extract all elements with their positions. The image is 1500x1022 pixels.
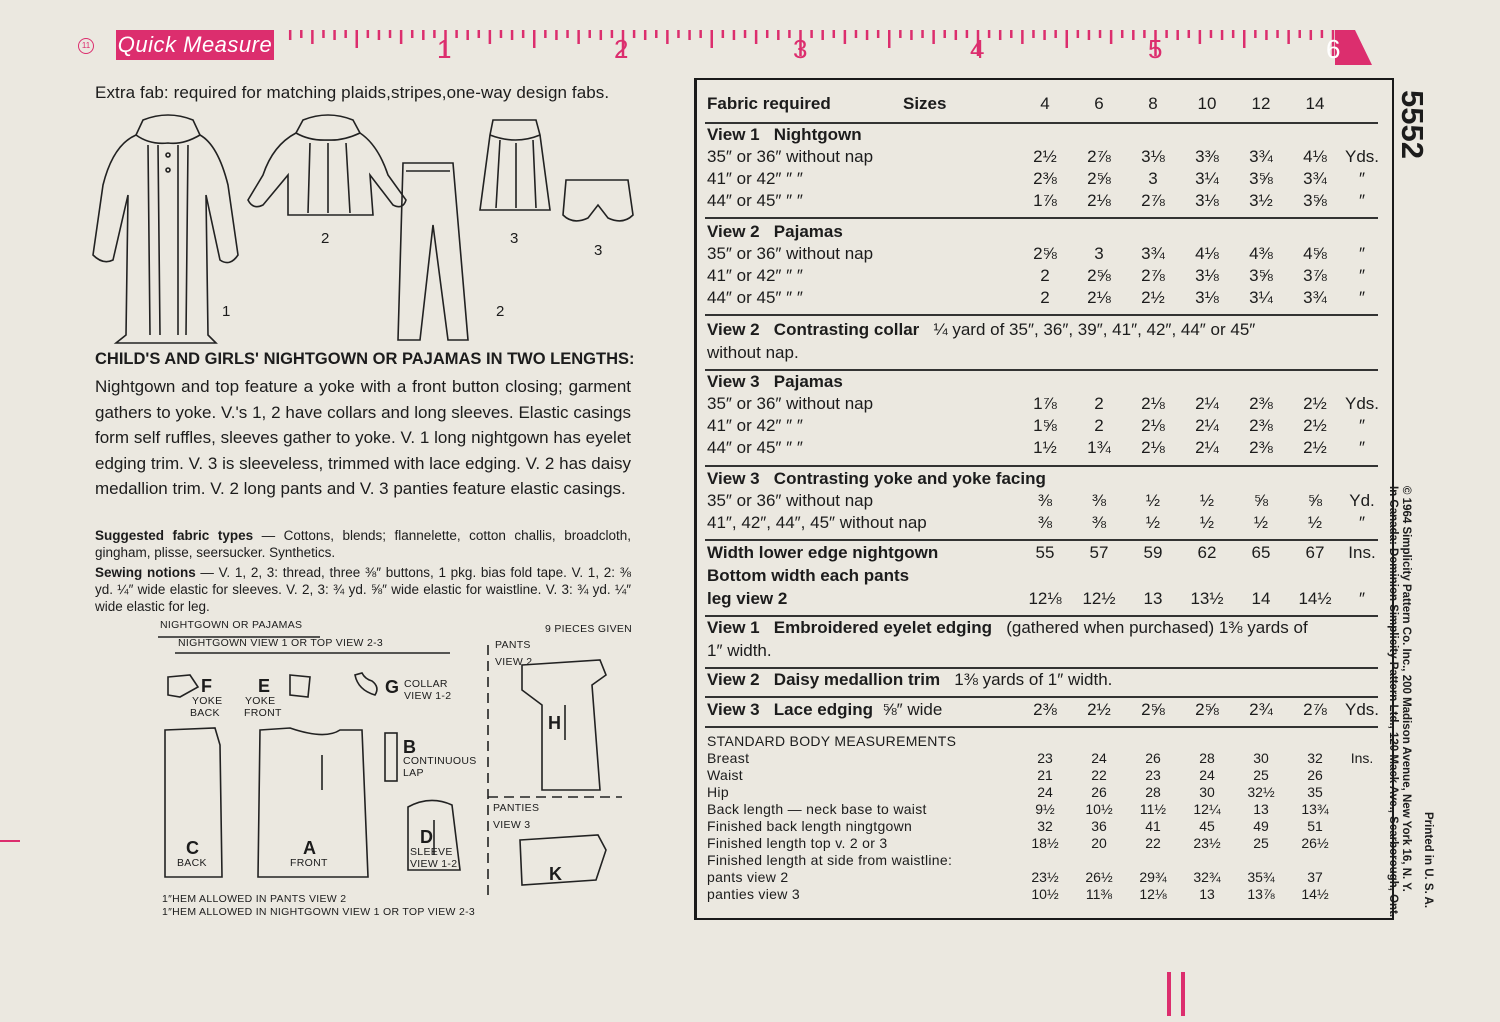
piece-e-letter: E [258,676,271,696]
measurement-value: 12⅛ [1139,886,1167,902]
measurement-value: 22 [1091,767,1107,783]
table-cell: 2½ [1303,394,1327,413]
piece-e-name: YOKE [245,695,276,707]
sewing-notions [95,564,631,615]
measurement-value: 26 [1091,784,1107,800]
measurement-value: 9½ [1035,801,1055,817]
piece-b-letter: B [403,737,416,757]
table-cell: 57 [1089,543,1109,562]
eyelet-row: View 1 Embroidered eyelet edging (gathered when purchased) 1⅜ yards of [707,618,1308,637]
measurement-value: 37 [1307,869,1323,885]
table-cell: 4⅛ [1195,244,1219,263]
table-divider [705,122,1378,124]
fabric-row-label: 35″ or 36″ without nap [707,394,874,413]
measurement-label: Back length — neck base to waist [707,801,927,817]
ruler-number: 6 [1326,34,1341,64]
bottom-width-label: Bottom width each pants [707,566,910,585]
fabric-row-label: 41″ or 42″ ″ ″ [707,169,803,188]
measurement-value: 30 [1199,784,1215,800]
measurement-value: 10½ [1031,886,1059,902]
table-cell: 3¾ [1249,147,1273,166]
measurement-label: Finished length at side from waistline: [707,852,953,868]
table-cell: 3⅛ [1141,147,1165,166]
table-cell: 12½ [1082,589,1116,608]
measurement-value: 13¾ [1301,801,1329,817]
measurement-value: 35 [1307,784,1323,800]
pants-label: PANTS [495,639,531,651]
pink-registration-mark [1167,972,1171,1016]
fabric-row-label: 35″ or 36″ without nap [707,244,874,263]
size-header: 14 [1305,94,1325,113]
size-header: 8 [1148,94,1158,113]
section-title: View 1 Nightgown [707,125,862,144]
measurement-value: 26½ [1085,869,1113,885]
measurement-value: 28 [1199,750,1215,766]
table-divider [705,726,1378,728]
table-cell: 2½ [1141,288,1165,307]
table-cell: 3⅝ [1303,191,1327,210]
extra-fabric-note: Extra fab: required for matching plaids,stripes,one-way design fabs. [95,83,610,102]
table-cell: 1⅞ [1033,191,1057,210]
table-cell: 3⅜ [1195,147,1219,166]
table-cell: ⅝ [1307,491,1323,510]
canada-line: In Canada: Dominion Simplicity Pattern Ltd., 120 Mack Ave., Scarborough, Ont. [1387,486,1399,918]
garment-illustrations [88,105,648,350]
size-header: 10 [1197,94,1217,113]
measurement-value: 35¾ [1247,869,1275,885]
table-cell: 3½ [1249,191,1273,210]
measurement-label: Waist [707,767,743,783]
table-cell: 13 [1143,589,1163,608]
table-cell: 2½ [1033,147,1057,166]
table-unit: Yds. [1344,700,1380,719]
measurement-value: 25 [1253,767,1269,783]
table-unit: ″ [1358,169,1366,188]
piece-a-name: FRONT [290,857,328,869]
pattern-pieces-diagram [150,615,640,905]
measurement-value: 12¼ [1193,801,1221,817]
lace-row: View 3 Lace edging ⅝″ wide [707,700,943,719]
size-header: 6 [1094,94,1104,113]
table-cell: 2⅝ [1033,244,1057,263]
table-divider [705,667,1378,669]
piece-d-letter: D [420,827,433,847]
table-cell: 2 [1040,266,1050,285]
measurement-value: 32¾ [1193,869,1221,885]
piece-a-letter: A [303,838,316,858]
measurement-value: 23½ [1193,835,1221,851]
pants-view: VIEW 2 [495,656,533,668]
table-cell: ½ [1199,513,1215,532]
measurement-value: 51 [1307,818,1323,834]
table-cell: 3⅝ [1249,169,1273,188]
table-cell: 4⅝ [1303,244,1327,263]
measurement-value: 20 [1091,835,1107,851]
pattern-number-box [1388,90,1428,185]
bottom-width-label: leg view 2 [707,589,788,608]
pieces-header-2: NIGHTGOWN VIEW 1 OR TOP VIEW 2-3 [178,637,384,649]
table-cell: 2¼ [1195,438,1219,457]
size-header: 4 [1040,94,1050,113]
fabric-row-label: 41″ or 42″ ″ ″ [707,416,803,435]
ruler-number: 5 [1148,34,1163,64]
printed-in-usa: Printed in U. S. A. [1422,812,1434,909]
table-cell: 12⅛ [1028,589,1062,608]
table-header-sizes: Sizes [903,94,947,113]
table-divider [705,539,1378,541]
table-divider [705,696,1378,698]
table-cell: 2 [1040,288,1050,307]
measurement-value: 30 [1253,750,1269,766]
table-cell: 2⅜ [1249,438,1273,457]
piece-b-name: LAP [403,767,424,779]
figure-number: 2 [321,230,330,247]
table-unit: ″ [1358,416,1366,435]
fabric-row-label: 41″, 42″, 44″, 45″ without nap [707,513,927,532]
figure-number: 3 [510,230,519,247]
table-cell: 1⅝ [1033,416,1057,435]
figure-number: 3 [594,242,603,259]
table-unit: ″ [1358,288,1366,307]
measurement-label: Finished back length ningtgown [707,818,913,834]
table-cell: 4⅜ [1249,244,1273,263]
table-cell: 3⅞ [1303,266,1327,285]
table-cell: 3¾ [1141,244,1165,263]
table-cell: ½ [1145,513,1161,532]
table-cell: 2⅞ [1087,147,1111,166]
table-cell: 3 [1148,169,1158,188]
eyelet-row-cont: 1″ width. [707,641,772,660]
table-cell: 1¾ [1087,438,1111,457]
pink-registration-mark [1181,972,1185,1016]
fabric-row-label: 41″ or 42″ ″ ″ [707,266,803,285]
table-cell: 3¼ [1195,169,1219,188]
measurement-value: 28 [1145,784,1161,800]
quick-measure-ruler [0,0,1500,80]
measurement-value: 18½ [1031,835,1059,851]
measurement-label: Hip [707,784,729,800]
table-unit: ″ [1358,244,1366,263]
table-cell: 2⅜ [1249,394,1273,413]
table-cell: 2⅛ [1141,416,1165,435]
table-cell: 3¾ [1303,288,1327,307]
table-cell: 3¾ [1303,169,1327,188]
table-unit: Ins. [1348,543,1376,562]
measurement-value: 32½ [1247,784,1275,800]
measurement-value: 23 [1145,767,1161,783]
table-cell: ⅜ [1091,491,1107,510]
measurement-value: 24 [1037,784,1053,800]
table-cell: 2⅜ [1033,700,1057,719]
panties-view: VIEW 3 [493,819,531,831]
table-cell: 3⅝ [1249,266,1273,285]
table-unit: ″ [1358,266,1366,285]
table-cell: ⅜ [1091,513,1107,532]
table-cell: 2¼ [1195,416,1219,435]
table-cell: 59 [1143,543,1163,562]
measurement-value: 26½ [1301,835,1329,851]
measurement-value: 32 [1037,818,1053,834]
table-cell: 2¼ [1195,394,1219,413]
fabric-row-label: 35″ or 36″ without nap [707,147,874,166]
table-header-label: Fabric required [707,94,831,113]
table-cell: ½ [1307,513,1323,532]
measurement-value: 41 [1145,818,1161,834]
hem-note-nightgown: 1″HEM ALLOWED IN NIGHTGOWN VIEW 1 OR TOP VIEW 2-3 [162,906,476,918]
table-cell: 2⅛ [1087,288,1111,307]
piece-c-name: BACK [177,857,207,869]
measurement-value: 13 [1199,886,1215,902]
piece-f-name: YOKE [192,695,223,707]
measurement-value: 10½ [1085,801,1113,817]
piece-f-letter: F [201,676,212,696]
table-cell: 3⅛ [1195,191,1219,210]
fabric-types-text: — Cottons, blends; flannelette, cotton challis, broadcloth, gingham, plisse, seersucker. Synthetics. [95,528,632,560]
table-cell: ⅜ [1037,513,1053,532]
pieces-given: 9 PIECES GIVEN [545,623,633,635]
table-cell: 2¾ [1249,700,1273,719]
table-cell: ⅜ [1037,491,1053,510]
description-body: Nightgown and top feature a yoke with a front button closing; garment gathers to yoke. V.'s 1, 2 have collars and long sleeves. Elastic casings form self ruffles, sleeves gather to yoke. V. 1 long nightgown has eyelet edging trim. V. 3 is sleeveless, trimmed with lace edging. V. 2 has daisy medallion trim. V. 2 long pants and V. 3 panties feature elastic casings. [95,377,631,498]
table-divider [705,314,1378,316]
table-cell: 14½ [1298,589,1332,608]
collar-row-cont: without nap. [707,343,799,362]
ruler-number: 1 [437,34,452,64]
fabric-row-label: 44″ or 45″ ″ ″ [707,191,803,210]
figure-number: 1 [222,303,231,320]
piece-g-name: VIEW 1-2 [404,690,452,702]
measurement-value: 23 [1037,750,1053,766]
measurement-value: 26 [1307,767,1323,783]
size-header: 12 [1251,94,1271,113]
table-cell: 13½ [1190,589,1224,608]
measurement-value: 26 [1145,750,1161,766]
table-cell: 2 [1094,394,1104,413]
table-cell: 2½ [1303,438,1327,457]
collar-row: View 2 Contrasting collar ¼ yard of 35″, 36″, 39″, 41″, 42″, 44″ or 45″ [707,320,1256,339]
table-cell: 2⅝ [1087,169,1111,188]
section-title: View 3 Pajamas [707,372,843,391]
table-cell: 1½ [1033,438,1057,457]
table-cell: 2⅞ [1141,266,1165,285]
table-cell: 2⅞ [1303,700,1327,719]
fabric-row-label: 44″ or 45″ ″ ″ [707,438,803,457]
ruler-number: 3 [793,34,808,64]
pink-edge-mark [0,840,20,842]
table-divider [705,217,1378,219]
fabric-row-label: 44″ or 45″ ″ ″ [707,288,803,307]
measurement-value: 32 [1307,750,1323,766]
piece-h-letter: H [548,713,561,733]
piece-d-name: SLEEVE [410,846,453,858]
ruler-circle-mark: 11 [78,38,94,54]
table-unit: Yd. [1349,491,1375,510]
table-cell: 2⅝ [1141,700,1165,719]
measurement-label: pants view 2 [707,869,789,885]
fabric-row-label: 35″ or 36″ without nap [707,491,874,510]
measurement-value: 24 [1199,767,1215,783]
piece-d-name: VIEW 1-2 [410,858,458,870]
measurement-value: 14½ [1301,886,1329,902]
table-cell: 2⅛ [1141,438,1165,457]
fabric-requirements-table [694,78,1394,920]
piece-f-name: BACK [190,707,220,719]
table-cell: 2⅛ [1087,191,1111,210]
measurement-value: 13⅞ [1247,886,1275,902]
table-cell: 2⅞ [1141,191,1165,210]
table-cell: 3 [1094,244,1104,263]
copyright-line: © 1964 Simplicity Pattern Co. Inc., 200 Madison Avenue, New York 16, N. Y. [1400,486,1412,892]
table-cell: 2⅝ [1087,266,1111,285]
section-title: View 2 Pajamas [707,222,843,241]
table-unit: ″ [1358,191,1366,210]
table-cell: 3¼ [1249,288,1273,307]
table-cell: 2½ [1303,416,1327,435]
table-cell: 65 [1251,543,1271,562]
piece-g-letter: G [385,677,400,697]
measurement-label: panties view 3 [707,886,800,902]
measurement-value: 45 [1199,818,1215,834]
measurement-value: 11⅜ [1085,886,1113,902]
measurement-value: 22 [1145,835,1161,851]
measurement-value: 25 [1253,835,1269,851]
table-cell: ½ [1253,513,1269,532]
section-title: View 3 Contrasting yoke and yoke facing [707,469,1046,488]
piece-g-name: COLLAR [404,678,448,690]
description-title: CHILD'S AND GIRLS' NIGHTGOWN OR PAJAMAS IN TWO LENGTHS: [95,350,635,368]
daisy-row: View 2 Daisy medallion trim 1⅜ yards of 1″ width. [707,670,1113,689]
notions-label: Sewing notions [95,565,196,580]
table-cell: 62 [1197,543,1217,562]
table-unit: Yds. [1344,147,1380,166]
measurement-unit: Ins. [1350,750,1374,766]
measurement-label: Finished length top v. 2 or 3 [707,835,888,851]
table-cell: 2½ [1087,700,1111,719]
table-cell: 67 [1305,543,1325,562]
piece-b-name: CONTINUOUS [403,755,477,767]
measurement-value: 23½ [1031,869,1059,885]
measurement-value: 36 [1091,818,1107,834]
panties-label: PANTIES [493,802,540,814]
ruler-number: 4 [970,34,985,64]
measurement-value: 11½ [1139,801,1167,817]
table-cell: 14 [1251,589,1271,608]
table-cell: 2 [1094,416,1104,435]
piece-k-letter: K [549,864,562,884]
figure-number: 2 [496,303,505,320]
piece-c-letter: C [186,838,199,858]
measurements-title: STANDARD BODY MEASUREMENTS [707,733,957,749]
pieces-header-1: NIGHTGOWN OR PAJAMAS [160,619,303,631]
notions-text: — V. 1, 2, 3: thread, three ⅜″ buttons, 1 pkg. bias fold tape. V. 1, 2: ⅜ yd. ¼″ wide elastic for sleeves. V. 2, 3: ¾ yd. ⅝″ wide elastic for waistline. V. 3: ¾ yd. ¼″ wide elastic for leg. [95,565,632,614]
ruler-number: 2 [614,34,629,64]
table-cell: 55 [1035,543,1055,562]
table-cell: 2⅝ [1195,700,1219,719]
table-divider [705,615,1378,617]
table-cell: 4⅛ [1303,147,1327,166]
width-lower-label: Width lower edge nightgown [707,543,939,562]
piece-e-name: FRONT [244,707,282,719]
measurement-value: 49 [1253,818,1269,834]
table-cell: ⅝ [1253,491,1269,510]
table-cell: ½ [1199,491,1215,510]
table-divider [705,369,1378,371]
table-divider [705,465,1378,467]
pattern-number: 5552 [1395,90,1430,159]
measurement-label: Breast [707,750,750,766]
table-cell: ½ [1145,491,1161,510]
measurement-value: 29¾ [1139,869,1167,885]
measurement-value: 24 [1091,750,1107,766]
table-unit: ″ [1358,438,1366,457]
measurement-value: 13 [1253,801,1269,817]
table-cell: 2⅜ [1249,416,1273,435]
table-cell: 3⅛ [1195,266,1219,285]
hem-note-pants: 1″HEM ALLOWED IN PANTS VIEW 2 [162,893,347,905]
table-cell: 3⅛ [1195,288,1219,307]
fabric-types-label: Suggested fabric types [95,528,254,543]
suggested-fabric-types [95,527,631,561]
table-unit: ″ [1358,513,1366,532]
table-unit: ″ [1358,589,1366,608]
measurement-value: 21 [1037,767,1053,783]
quick-measure-label: Quick Measure [116,30,274,60]
table-cell: 2⅛ [1141,394,1165,413]
table-unit: Yds. [1344,394,1380,413]
table-cell: 2⅜ [1033,169,1057,188]
table-cell: 1⅞ [1033,394,1057,413]
